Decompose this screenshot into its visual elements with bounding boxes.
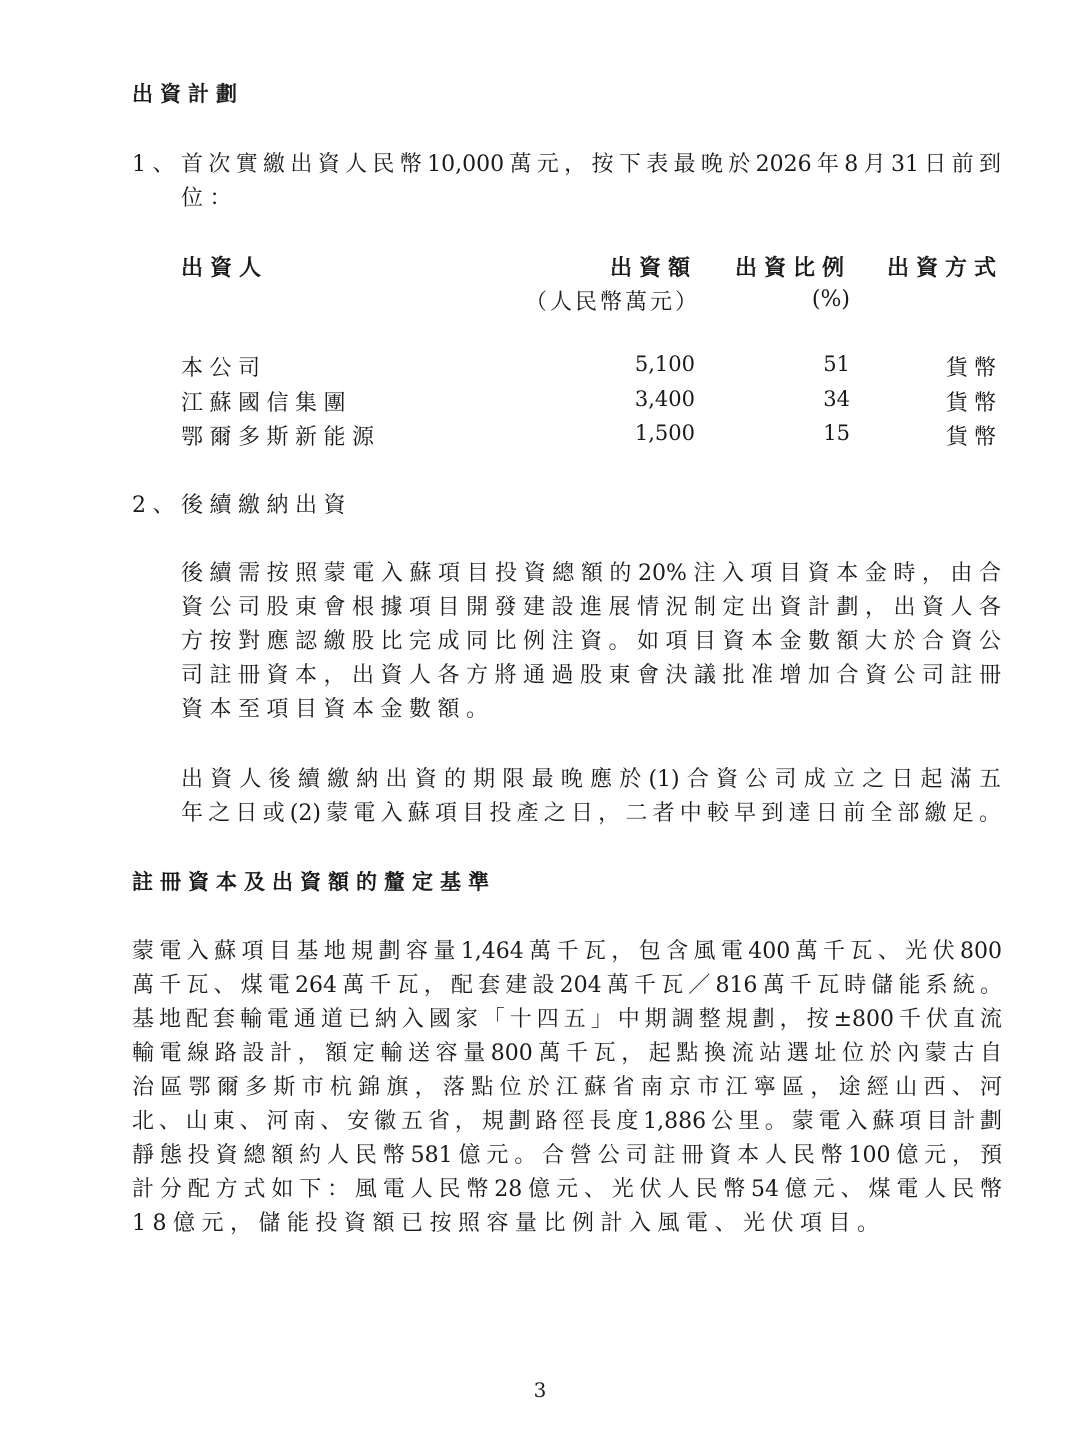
row-investor: 本公司 xyxy=(181,356,267,381)
basis-para-line: 靜態投資總額約人民幣581億元。合營公司註冊資本人民幣100億元，預 xyxy=(132,1143,1002,1168)
basis-para-line: 18億元，儲能投資額已按照容量比例計入風電、光伏項目。 xyxy=(132,1211,886,1236)
item2-title: 後續繳納出資 xyxy=(181,493,353,518)
page-number: 3 xyxy=(533,1378,547,1402)
item1-number: 1、 xyxy=(132,152,181,177)
item2-para1-line: 方按對應認繳股比完成同比例注資。如項目資本金數額大於合資公 xyxy=(181,629,1001,654)
row-amount: 1,500 xyxy=(634,421,695,445)
row-amount: 3,400 xyxy=(634,387,695,411)
item2-para2-line: 年之日或(2)蒙電入蘇項目投產之日，二者中較早到達日前全部繳足。 xyxy=(181,801,1001,826)
row-ratio: 15 xyxy=(823,421,850,445)
basis-para-line: 輸電線路設計，額定輸送容量800萬千瓦，起點換流站選址位於內蒙古自 xyxy=(132,1041,1002,1066)
row-investor: 江蘇國信集團 xyxy=(181,391,353,416)
item1-line1: 首次實繳出資人民幣10,000萬元，按下表最晚於2026年8月31日前到 xyxy=(181,152,1001,177)
item2-para1-line: 資本至項目資本金數額。 xyxy=(181,697,495,722)
table-header-ratio-unit: (%) xyxy=(811,287,850,312)
basis-para-line: 治區鄂爾多斯市杭錦旗，落點位於江蘇省南京市江寧區，途經山西、河 xyxy=(132,1075,1002,1100)
section-heading-basis: 註冊資本及出資額的釐定基準 xyxy=(132,869,496,894)
item1-line2: 位： xyxy=(181,186,239,211)
row-method: 貨幣 xyxy=(945,356,1002,381)
row-amount: 5,100 xyxy=(634,352,695,376)
table-header-amount-unit: （人民幣萬元） xyxy=(525,290,701,315)
basis-para-line: 蒙電入蘇項目基地規劃容量1,464萬千瓦，包含風電400萬千瓦、光伏800 xyxy=(132,939,1002,964)
basis-para-line: 萬千瓦、煤電264萬千瓦，配套建設204萬千瓦／816萬千瓦時儲能系統。 xyxy=(132,973,1002,998)
row-method: 貨幣 xyxy=(945,391,1002,416)
row-investor: 鄂爾多斯新能源 xyxy=(181,425,381,450)
row-ratio: 34 xyxy=(823,387,850,411)
item2-para2-line: 出資人後續繳納出資的期限最晚應於(1)合資公司成立之日起滿五 xyxy=(181,767,1001,792)
basis-para-line: 基地配套輸電通道已納入國家「十四五」中期調整規劃，按±800千伏直流 xyxy=(132,1007,1002,1032)
row-method: 貨幣 xyxy=(945,425,1002,450)
item2-para1-line: 司註冊資本，出資人各方將通過股東會決議批准增加合資公司註冊 xyxy=(181,663,1001,688)
table-header-amount: 出資額 xyxy=(610,255,698,281)
basis-para-line: 北、山東、河南、安徽五省，規劃路徑長度1,886公里。蒙電入蘇項目計劃 xyxy=(132,1109,1002,1134)
section-heading-plan: 出資計劃 xyxy=(132,81,244,106)
table-header-ratio: 出資比例 xyxy=(735,255,852,281)
basis-para-line: 計分配方式如下：風電人民幣28億元、光伏人民幣54億元、煤電人民幣 xyxy=(132,1177,1002,1202)
item2-para1-line: 後續需按照蒙電入蘇項目投資總額的20%注入項目資本金時，由合 xyxy=(181,561,1001,586)
item2-number: 2、 xyxy=(132,493,181,518)
item2-para1-line: 資公司股東會根據項目開發建設進展情況制定出資計劃，出資人各 xyxy=(181,595,1001,620)
row-ratio: 51 xyxy=(823,352,850,376)
table-header-investor: 出資人 xyxy=(181,255,269,281)
table-header-method: 出資方式 xyxy=(886,255,1003,281)
